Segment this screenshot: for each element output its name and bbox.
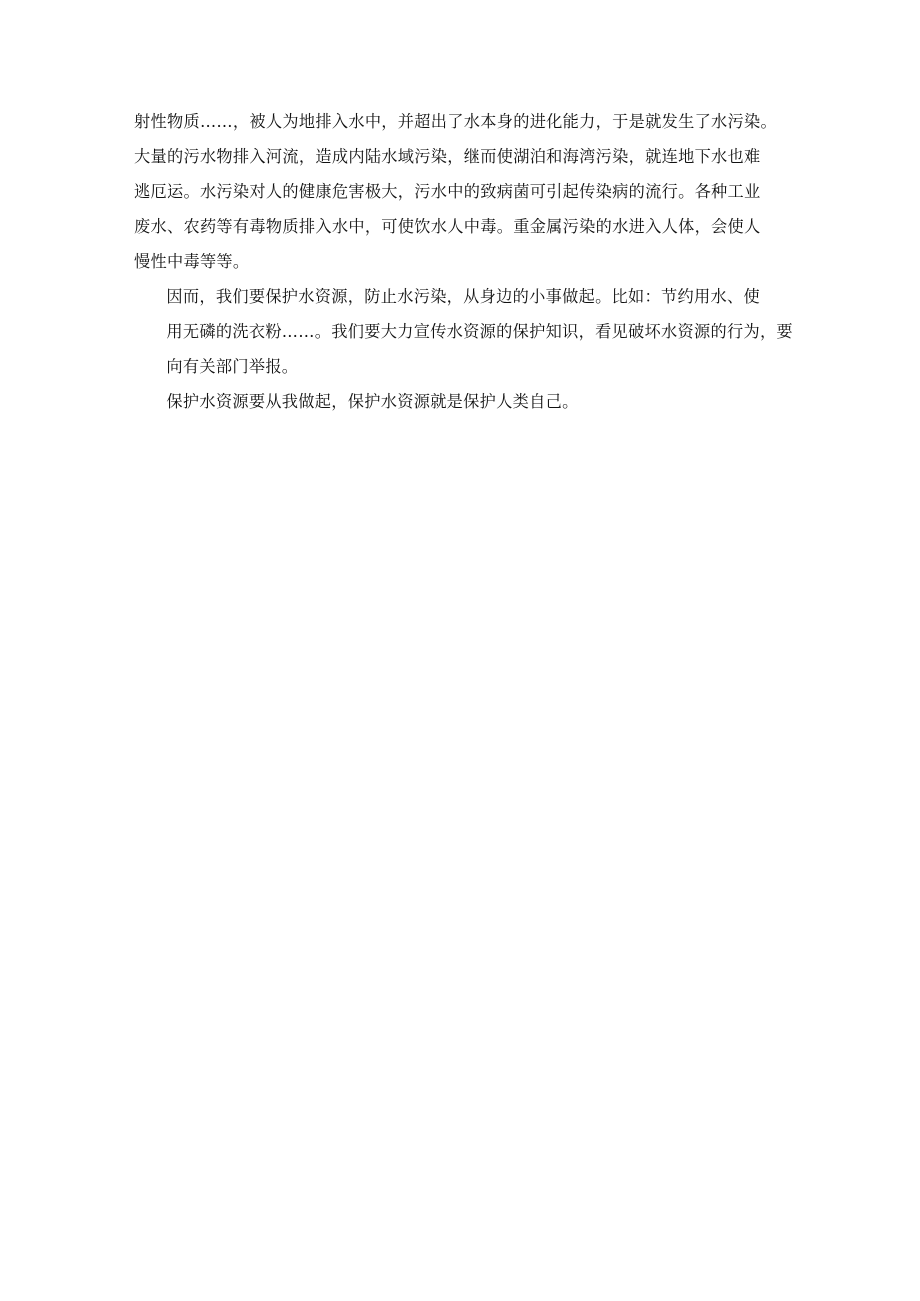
- paragraph-1: [134, 104, 794, 279]
- paragraph-line: 因而，我们要保护水资源，防止水污染，从身边的小事做起。比如：节约用水、使: [166, 287, 760, 306]
- paragraph-line: 射性物质……，被人为地排入水中，并超出了水本身的进化能力，于是就发生了水污染。: [134, 112, 778, 131]
- document-body: [134, 104, 794, 419]
- paragraph-3: [134, 384, 794, 419]
- paragraph-line: 向有关部门举报。: [166, 357, 299, 376]
- paragraph-line: 废水、农药等有毒物质排入水中，可使饮水人中毒。重金属污染的水进入人体，会使人: [134, 217, 761, 236]
- paragraph-line: 逃厄运。水污染对人的健康危害极大，污水中的致病菌可引起传染病的流行。各种工业: [134, 182, 761, 201]
- paragraph-line: 慢性中毒等等。: [134, 252, 250, 271]
- paragraph-2: [134, 279, 794, 384]
- paragraph-line: 保护水资源要从我做起，保护水资源就是保护人类自己。: [166, 392, 579, 411]
- paragraph-line: 用无磷的洗衣粉……。我们要大力宣传水资源的保护知识，看见破坏水资源的行为，要: [166, 322, 793, 341]
- paragraph-line: 大量的污水物排入河流，造成内陆水域污染，继而使湖泊和海湾污染，就连地下水也难: [134, 147, 761, 166]
